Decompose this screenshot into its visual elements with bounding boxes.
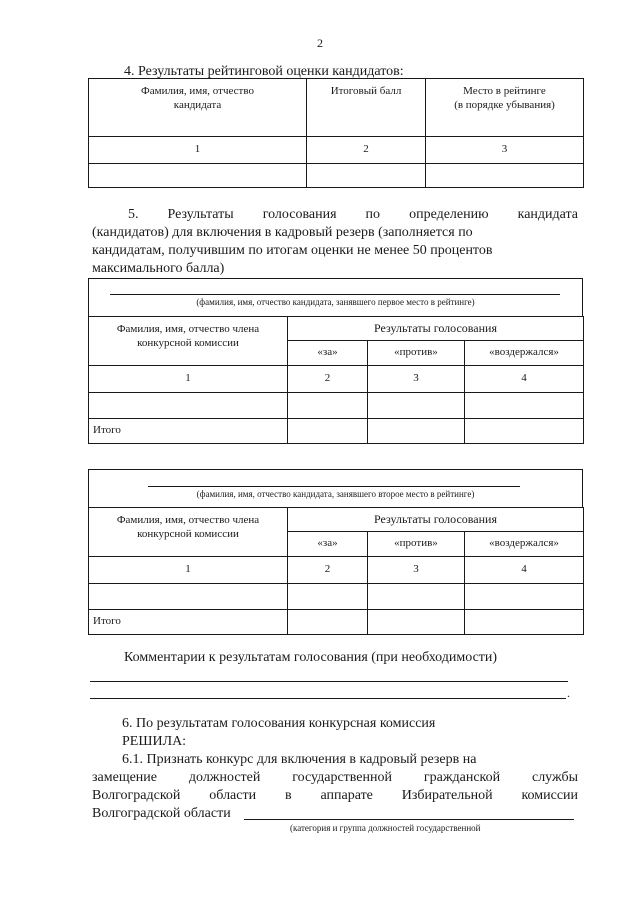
comments-line-1 bbox=[90, 681, 568, 682]
section5-line1 bbox=[92, 207, 578, 223]
rating-table bbox=[88, 78, 584, 188]
word: Волгоградской bbox=[92, 788, 181, 803]
word: аппарате bbox=[320, 788, 373, 803]
empty-cell bbox=[368, 610, 465, 635]
header-abstained: «воздержался» bbox=[465, 341, 584, 366]
header-against: «против» bbox=[368, 341, 465, 366]
header-rating-place-line1: Место в рейтинге bbox=[463, 85, 546, 97]
word: 5. bbox=[128, 207, 139, 222]
word: Результаты bbox=[167, 207, 234, 222]
header-total-score: Итоговый балл bbox=[307, 79, 426, 137]
header-candidate-line2: кандидата bbox=[173, 98, 222, 111]
word: кандидата bbox=[517, 207, 578, 222]
header-commission-member bbox=[89, 317, 288, 366]
empty-cell bbox=[465, 610, 584, 635]
num-cell: 1 bbox=[89, 557, 288, 584]
num-cell: 2 bbox=[307, 137, 426, 164]
section6-line6: Волгоградской области bbox=[92, 806, 231, 821]
header-for: «за» bbox=[288, 532, 368, 557]
empty-cell bbox=[465, 419, 584, 444]
header-rating-place bbox=[426, 79, 584, 137]
empty-cell bbox=[307, 164, 426, 188]
section6-line3: 6.1. Признать конкурс для включения в кадровый резерв на bbox=[122, 752, 477, 767]
second-candidate-name-line bbox=[148, 486, 520, 487]
section6-line4 bbox=[92, 770, 578, 786]
empty-cell bbox=[89, 584, 288, 610]
word: области bbox=[209, 788, 257, 803]
voting-numbers-row bbox=[89, 366, 584, 393]
num-cell: 4 bbox=[465, 557, 584, 584]
rating-table-numbers bbox=[89, 137, 584, 164]
word: голосования bbox=[262, 207, 337, 222]
num-cell: 1 bbox=[89, 137, 307, 164]
num-cell: 3 bbox=[368, 557, 465, 584]
section5-line3: кандидатам, получившим по итогам оценки не менее 50 процентов bbox=[92, 243, 493, 258]
word: по bbox=[365, 207, 381, 222]
total-label: Итого bbox=[89, 610, 288, 635]
header-voting-results: Результаты голосования bbox=[288, 508, 584, 532]
empty-cell bbox=[89, 393, 288, 419]
voting-total-row bbox=[89, 610, 584, 635]
second-candidate-caption: (фамилия, имя, отчество кандидата, занявшего второе место в рейтинге) bbox=[196, 489, 475, 499]
voting-empty-row bbox=[89, 393, 584, 419]
header-voting-results: Результаты голосования bbox=[288, 317, 584, 341]
section5-line4: максимального балла) bbox=[92, 261, 225, 276]
header-commission-member bbox=[89, 508, 288, 557]
header-abstained: «воздержался» bbox=[465, 532, 584, 557]
voting-table-first bbox=[88, 316, 584, 444]
header-rating-place-line2: (в порядке убывания) bbox=[454, 98, 555, 111]
num-cell: 2 bbox=[288, 366, 368, 393]
word: комиссии bbox=[521, 788, 578, 803]
empty-cell bbox=[288, 393, 368, 419]
num-cell: 4 bbox=[465, 366, 584, 393]
second-candidate-header-box bbox=[88, 469, 583, 507]
total-label: Итого bbox=[89, 419, 288, 444]
word: службы bbox=[531, 770, 578, 785]
word: определению bbox=[409, 207, 489, 222]
word: государственной bbox=[292, 770, 392, 785]
num-cell: 2 bbox=[288, 557, 368, 584]
num-cell: 3 bbox=[426, 137, 584, 164]
rating-table-empty-row bbox=[89, 164, 584, 188]
empty-cell bbox=[288, 584, 368, 610]
word: Избирательной bbox=[401, 788, 493, 803]
first-candidate-name-line bbox=[110, 294, 560, 295]
comments-line-2 bbox=[90, 698, 566, 699]
word: гражданской bbox=[423, 770, 501, 785]
voting-numbers-row bbox=[89, 557, 584, 584]
empty-cell bbox=[426, 164, 584, 188]
rating-table-header bbox=[89, 79, 584, 137]
page-number: 2 bbox=[317, 36, 323, 50]
num-cell: 1 bbox=[89, 366, 288, 393]
comments-label: Комментарии к результатам голосования (при необходимости) bbox=[124, 650, 498, 665]
member-line1: Фамилия, имя, отчество члена bbox=[116, 514, 260, 526]
member-line1: Фамилия, имя, отчество члена bbox=[116, 323, 260, 335]
first-candidate-caption: (фамилия, имя, отчество кандидата, занявшего первое место в рейтинге) bbox=[196, 297, 475, 307]
header-candidate-line1: Фамилия, имя, отчество bbox=[141, 85, 254, 97]
voting-total-row bbox=[89, 419, 584, 444]
voting-empty-row bbox=[89, 584, 584, 610]
section4-title: 4. Результаты рейтинговой оценки кандидатов: bbox=[124, 64, 404, 79]
position-category-caption: (категория и группа должностей государственной bbox=[290, 823, 481, 833]
empty-cell bbox=[368, 584, 465, 610]
empty-cell bbox=[368, 419, 465, 444]
section6-line1: 6. По результатам голосования конкурсная комиссия bbox=[122, 716, 436, 731]
word: должностей bbox=[188, 770, 261, 785]
comments-end-mark: . bbox=[567, 686, 570, 700]
position-category-line bbox=[244, 819, 574, 820]
word: в bbox=[284, 788, 292, 803]
empty-cell bbox=[288, 610, 368, 635]
empty-cell bbox=[368, 393, 465, 419]
member-line2: конкурсной комиссии bbox=[137, 527, 239, 540]
voting-table-second bbox=[88, 507, 584, 635]
empty-cell bbox=[89, 164, 307, 188]
header-candidate bbox=[89, 79, 307, 137]
section5-line2: (кандидатов) для включения в кадровый резерв (заполняется по bbox=[92, 225, 473, 240]
section6-line2: РЕШИЛА: bbox=[122, 734, 187, 749]
num-cell: 3 bbox=[368, 366, 465, 393]
header-for: «за» bbox=[288, 341, 368, 366]
empty-cell bbox=[288, 419, 368, 444]
empty-cell bbox=[465, 393, 584, 419]
header-against: «против» bbox=[368, 532, 465, 557]
empty-cell bbox=[465, 584, 584, 610]
section6-line5 bbox=[92, 788, 578, 804]
member-line2: конкурсной комиссии bbox=[137, 336, 239, 349]
word: замещение bbox=[92, 770, 158, 785]
